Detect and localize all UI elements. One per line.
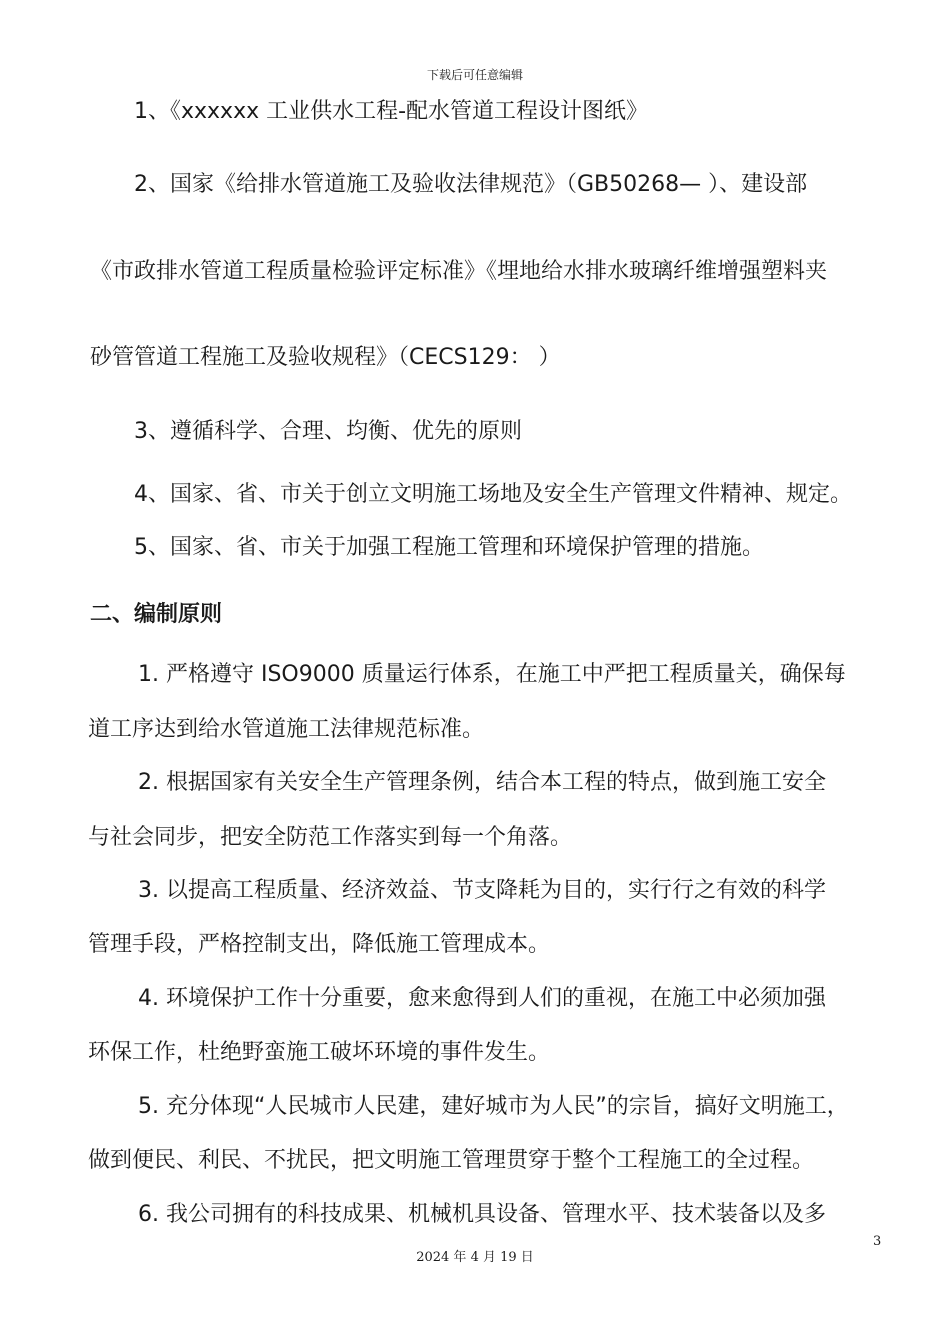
section-heading: 二、编制原则 <box>90 602 223 627</box>
basis-item-2-cont-1: 《市政排水管道工程质量检验评定标准》《埋地给水排水玻璃纤维增强塑料夹 <box>90 259 828 284</box>
basis-item-4: 4、国家、省、市关于创立文明施工场地及安全生产管理文件精神、规定。 <box>134 482 852 507</box>
basis-item-3: 3、遵循科学、合理、均衡、优先的原则 <box>134 419 522 444</box>
principle-4-cont: 环保工作，杜绝野蛮施工破坏环境的事件发生。 <box>88 1040 551 1065</box>
basis-item-2: 2、国家《给排水管道施工及验收法律规范》（GB50268— ）、建设部 <box>134 172 808 197</box>
basis-item-5: 5、国家、省、市关于加强工程施工管理和环境保护管理的措施。 <box>134 535 764 560</box>
page-number: 3 <box>873 1234 882 1249</box>
page-header: 下载后可任意编辑 <box>426 68 523 82</box>
principle-1-cont: 道工序达到给水管道施工法律规范标准。 <box>88 717 485 742</box>
principle-2-cont: 与社会同步，把安全防范工作落实到每一个角落。 <box>88 825 573 850</box>
basis-item-1: 1、《xxxxxx 工业供水工程-配水管道工程设计图纸》 <box>134 99 649 124</box>
principle-4: 4. 环境保护工作十分重要，愈来愈得到人们的重视，在施工中必须加强 <box>138 986 826 1011</box>
principle-6: 6. 我公司拥有的科技成果、机械机具设备、管理水平、技术装备以及多 <box>138 1202 826 1227</box>
principle-5-cont: 做到便民、利民、不扰民，把文明施工管理贯穿于整个工程施工的全过程。 <box>88 1148 815 1173</box>
principle-2: 2. 根据国家有关安全生产管理条例，结合本工程的特点，做到施工安全 <box>138 770 826 795</box>
footer-date: 2024 年 4 月 19 日 <box>416 1250 534 1265</box>
principle-3-cont: 管理手段，严格控制支出，降低施工管理成本。 <box>88 932 551 957</box>
principle-1: 1. 严格遵守 ISO9000 质量运行体系，在施工中严把工程质量关，确保每 <box>138 662 846 687</box>
principle-5: 5. 充分体现“人民城市人民建，建好城市为人民”的宗旨，搞好文明施工， <box>138 1094 849 1119</box>
principle-3: 3. 以提高工程质量、经济效益、节支降耗为目的，实行行之有效的科学 <box>138 878 826 903</box>
basis-item-2-cont-2: 砂管管道工程施工及验收规程》（CECS129： ） <box>90 345 561 370</box>
